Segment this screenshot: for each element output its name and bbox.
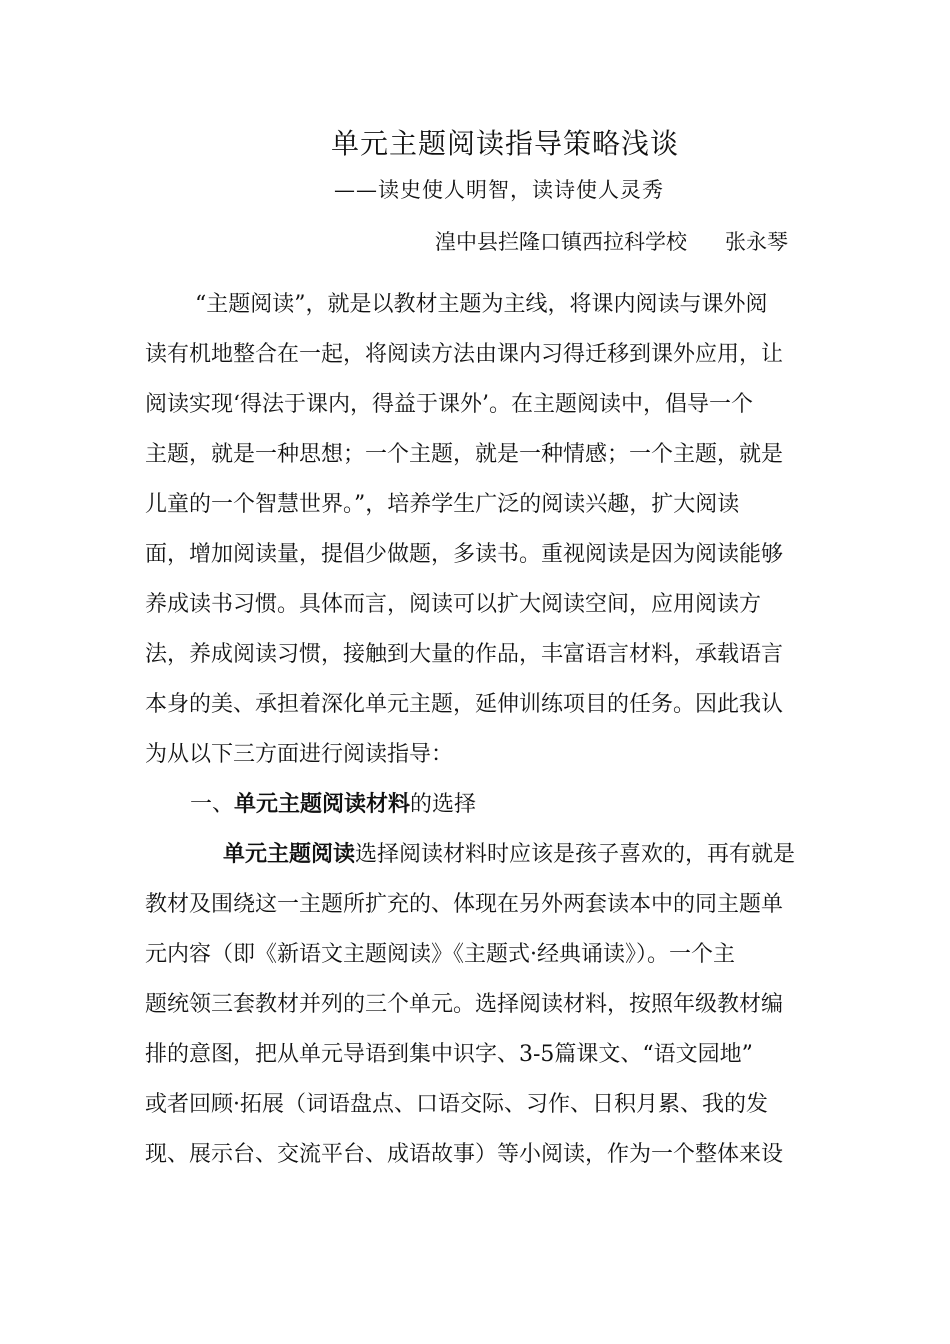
paragraph-line: 养成读书习惯。具体而言，阅读可以扩大阅读空间，应用阅读方	[145, 592, 762, 617]
paragraph-line: 教材及围绕这一主题所扩充的、体现在另外两套读本中的同主题单	[145, 892, 784, 917]
paragraph-line: 本身的美、承担着深化单元主题，延伸训练项目的任务。因此我认	[145, 692, 784, 717]
heading-bold-text: 单元主题阅读材料	[234, 792, 411, 817]
paragraph-line: 或者回顾·拓展（词语盘点、口语交际、习作、日积月累、我的发	[145, 1092, 768, 1117]
paragraph-line: 面，增加阅读量，提倡少做题，多读书。重视阅读是因为阅读能够	[145, 542, 784, 567]
paragraph-line: 法，养成阅读习惯，接触到大量的作品，丰富语言材料，承载语言	[145, 642, 784, 667]
paragraph-line: 为从以下三方面进行阅读指导：	[145, 742, 454, 767]
author-school: 湟中县拦隆口镇西拉科学校	[435, 230, 687, 254]
paragraph-line: 主题，就是一种思想；一个主题，就是一种情感；一个主题，就是	[145, 442, 784, 467]
paragraph-line: 阅读实现‘得法于课内，得益于课外’。在主题阅读中，倡导一个	[145, 392, 753, 417]
document-title: 单元主题阅读指导策略浅谈	[330, 127, 679, 160]
paragraph-line: 题统领三套教材并列的三个单元。选择阅读材料，按照年级教材编	[145, 992, 784, 1017]
paragraph-line: 排的意图，把从单元导语到集中识字、3-5篇课文、“语文园地”	[145, 1042, 753, 1067]
section-heading	[190, 787, 476, 818]
author-name: 张永琴	[725, 230, 788, 254]
paragraph-text: 选择阅读材料时应该是孩子喜欢的，再有就是	[355, 842, 796, 867]
paragraph-line: “主题阅读”，就是以教材主题为主线，将课内阅读与课外阅	[195, 292, 768, 317]
paragraph-line: 现、展示台、交流平台、成语故事）等小阅读，作为一个整体来设	[145, 1142, 784, 1167]
author-line	[435, 226, 788, 256]
document-subtitle: ——读史使人明智，读诗使人灵秀	[334, 178, 664, 202]
heading-prefix: 一、	[190, 792, 235, 817]
paragraph-line	[223, 837, 795, 868]
inline-bold-term: 单元主题阅读	[223, 842, 356, 867]
heading-suffix: 的选择	[410, 792, 477, 817]
paragraph-line: 读有机地整合在一起，将阅读方法由课内习得迁移到课外应用，让	[145, 342, 784, 367]
paragraph-line: 儿童的一个智慧世界。”，培养学生广泛的阅读兴趣，扩大阅读	[145, 492, 740, 517]
paragraph-line: 元内容（即《新语文主题阅读》《主题式·经典诵读》）。一个主	[145, 942, 735, 967]
